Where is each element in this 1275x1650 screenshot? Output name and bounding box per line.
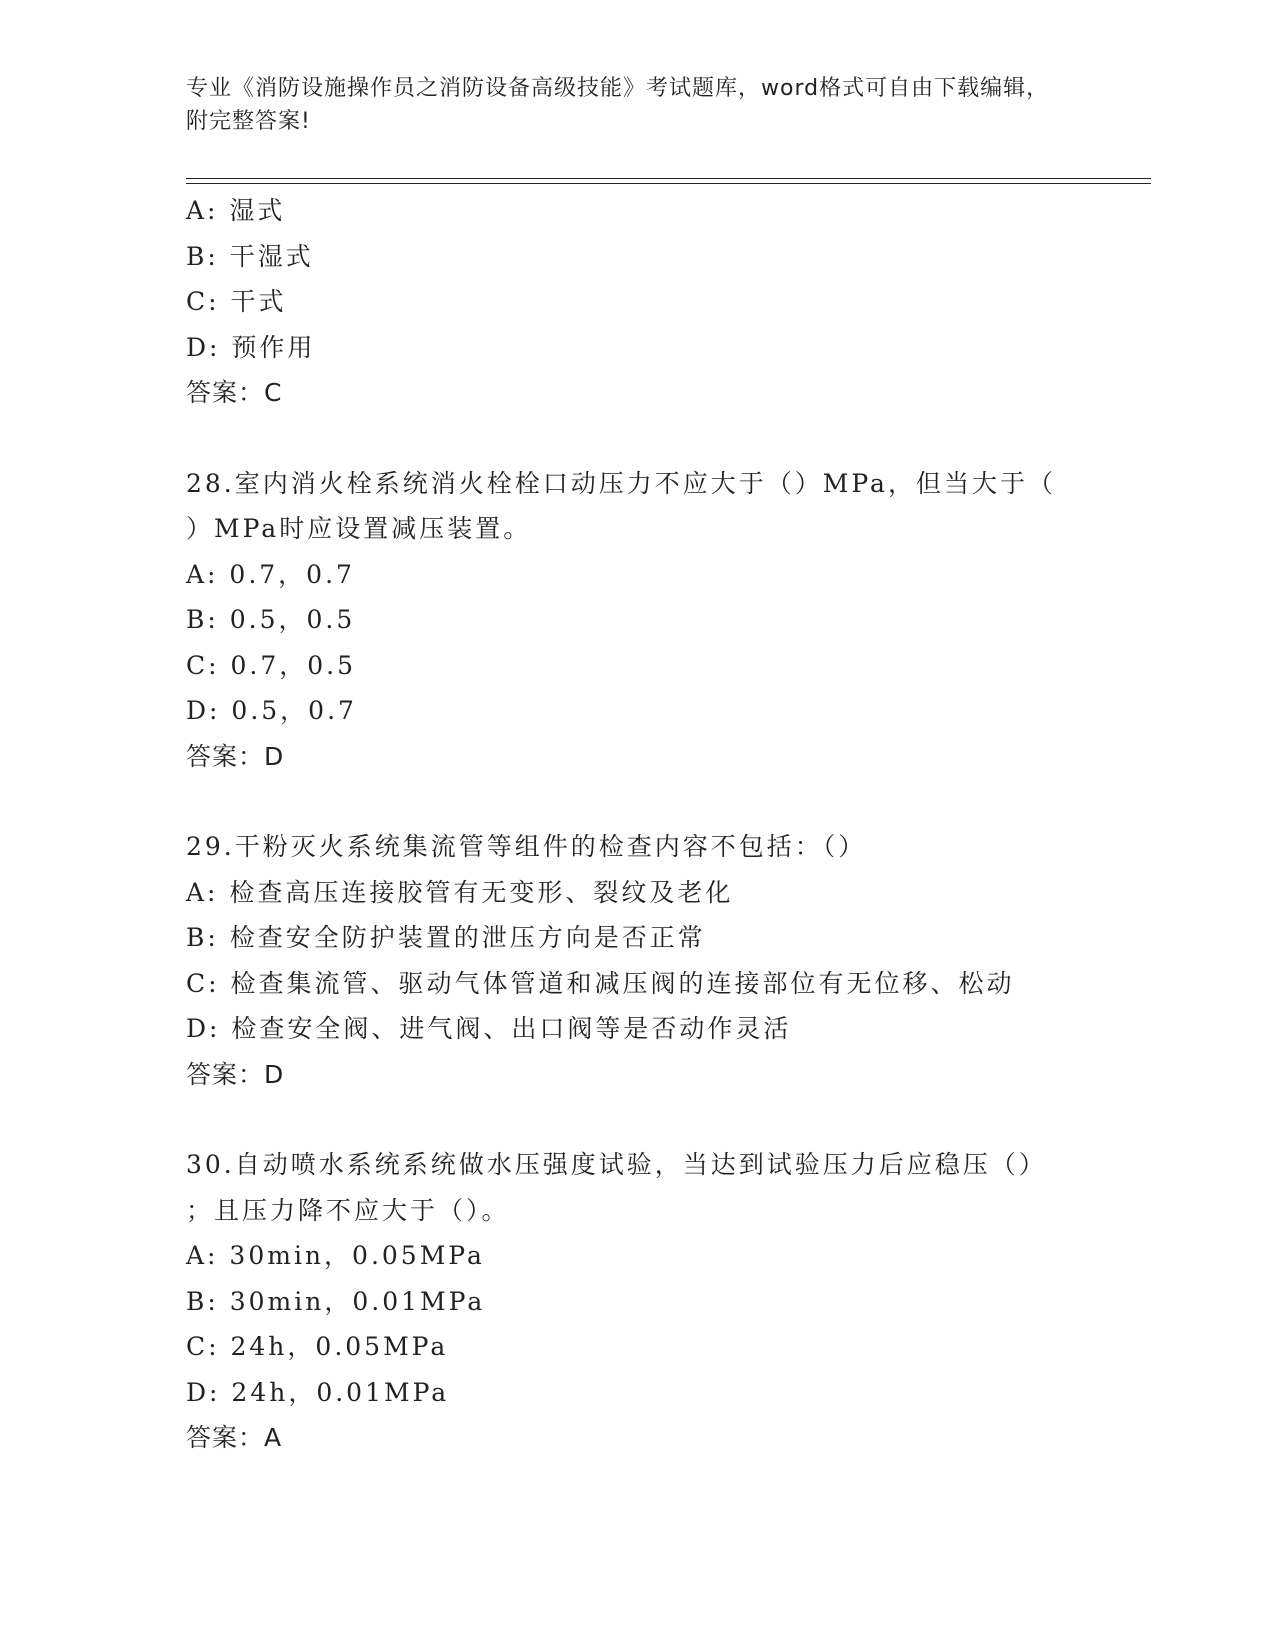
spacer xyxy=(186,416,1151,461)
header-divider-top xyxy=(186,178,1151,179)
option-c: C: 0.7，0.5 xyxy=(186,650,357,680)
question-stem-continued: ；且压力降不应大于（）。 xyxy=(186,1195,510,1225)
answer: 答案：D xyxy=(186,741,285,771)
option-d: D: 预作用 xyxy=(186,332,316,362)
question-stem: 30.自动喷水系统系统做水压强度试验，当达到试验压力后应稳压（） xyxy=(186,1150,1047,1179)
option-d: D: 检查安全阀、进气阀、出口阀等是否动作灵活 xyxy=(186,1014,792,1043)
answer: 答案：A xyxy=(186,1423,283,1452)
option-a: A: 检查高压连接胶管有无变形、裂纹及老化 xyxy=(186,877,734,907)
spacer xyxy=(186,1097,1151,1142)
option-c: C: 检查集流管、驱动气体管道和减压阀的连接部位有无位移、松动 xyxy=(186,968,1015,998)
option-d: D: 24h，0.01MPa xyxy=(186,1377,450,1407)
document-header: 专业《消防设施操作员之消防设备高级技能》考试题库，word格式可自由下载编辑，附完整答案! xyxy=(186,76,1050,134)
option-a: A: 30min，0.05MPa xyxy=(186,1241,485,1270)
spacer xyxy=(186,779,1151,824)
option-b: B: 30min，0.01MPa xyxy=(186,1286,486,1316)
option-d: D: 0.5，0.7 xyxy=(186,696,357,725)
question-stem-continued: ）MPa时应设置减压装置。 xyxy=(186,514,532,543)
option-b: B: 0.5，0.5 xyxy=(186,605,356,634)
option-c: C: 干式 xyxy=(186,287,287,316)
option-a: A: 0.7，0.7 xyxy=(186,559,355,589)
option-b: B: 检查安全防护装置的泄压方向是否正常 xyxy=(186,923,706,952)
option-a: A: 湿式 xyxy=(186,196,286,225)
question-28 xyxy=(186,461,1151,780)
question-30 xyxy=(186,1142,1151,1461)
option-b: B: 干湿式 xyxy=(186,241,314,271)
option-c: C: 24h，0.05MPa xyxy=(186,1332,449,1361)
question-stem: 29.干粉灭火系统集流管等组件的检查内容不包括：（） xyxy=(186,832,867,861)
header-divider-bottom xyxy=(186,183,1151,184)
question-list xyxy=(186,188,1151,1461)
question-stem: 28.室内消火栓系统消火栓栓口动压力不应大于（）MPa，但当大于（ xyxy=(186,468,1056,498)
question-29 xyxy=(186,824,1151,1097)
question-27-continued xyxy=(186,188,1151,416)
answer: 答案：D xyxy=(186,1059,285,1089)
answer: 答案：C xyxy=(186,378,283,407)
